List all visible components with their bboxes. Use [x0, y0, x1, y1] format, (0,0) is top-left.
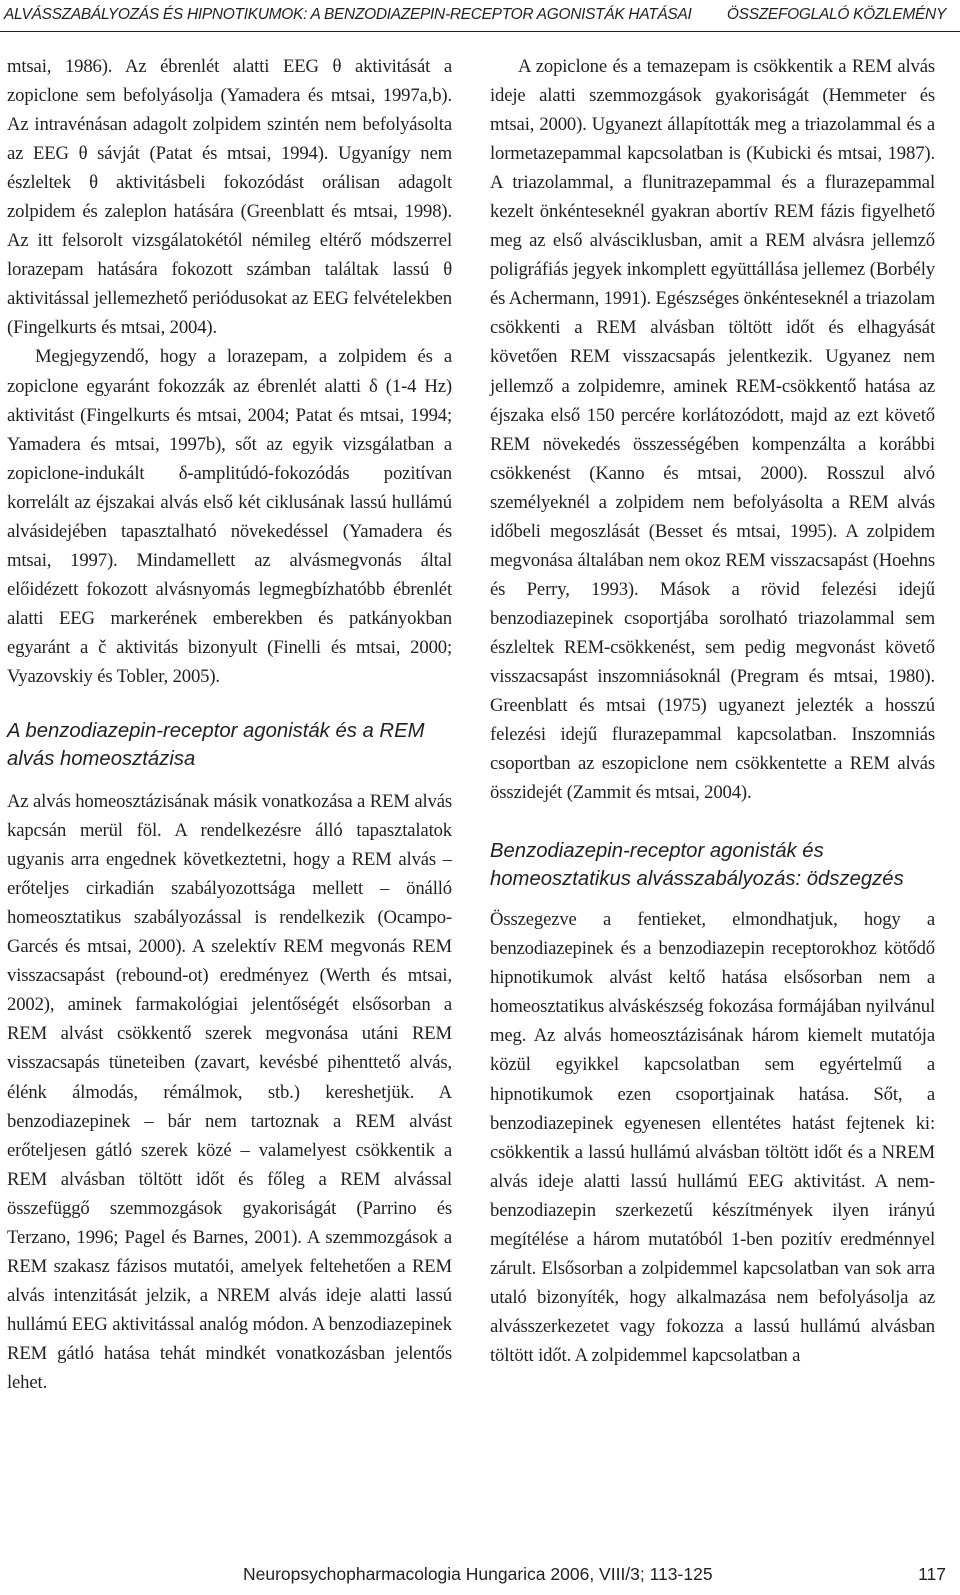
- left-paragraph-3: Az alvás homeosztázisának másik vonatkozása a REM alvás kapcsán merül föl. A rendelkezésre álló tapasztalatok ugyanis arra engednek következtetni, hogy a REM alvás – erőteljes cirkadián szabályozottsága mellett – önálló homeosztatikus szabályozással is rendelkezik (Ocampo-Garcés és mtsai, 2000). A szelektív REM megvonás REM visszacsapást (rebound-ot) eredményez (Werth és mtsai, 2002), aminek farmakológiai jelentőségét elsősorban a REM alvást csökkentő szerek megvonása utáni REM visszacsapás tüneteiben (zavart, kevésbé pihenttető alvás, élénk álmodás, rémálmok, stb.) kereshetjük. A benzodiazepinek – bár nem tartoznak a REM alvást erőteljesen gátló szerek közé – valamelyest csökkentik a REM alvásban töltött időt és főleg a REM alvással összefüggő szemmozgások gyakoriságát (Parrino és Terzano, 1996; Pagel és Barnes, 2001). A szemmozgások a REM szakasz fázisos mutatói, amelyek feltehetően a REM alvás intenzitását jelzik, a NREM alvás ideje alatti lassú hullámú EEG aktivitással analóg módon. A benzodiazepinek REM gátló hatása tehát mindkét vonatkozásban jelentős lehet.: [7, 791, 452, 1393]
- left-column: [7, 52, 452, 1397]
- left-paragraph-1: mtsai, 1986). Az ébrenlét alatti EEG θ aktivitását a zopiclone sem befolyásolja (Yamadera és mtsai, 1997a,b). Az intravénásan adagolt zolpidem szintén nem befolyásolta az EEG θ sávját (Patat és mtsai, 1994). Ugyanígy nem észleltek θ aktivitásbeli fokozódást orálisan adagolt zolpidem és zaleplon hatására (Greenblatt és mtsai, 1998). Az itt felsorolt vizsgálatokétól némileg eltérő módszerrel lorazepam hatására fokozott számban találtak lassú θ aktivitással jellemezhető periódusokat az EEG felvételekben (Fingelkurts és mtsai, 2004).: [7, 56, 452, 339]
- section-heading-summary: Benzodiazepin-receptor agonisták és homeosztatikus alvásszabályozás: ödszegzés: [490, 840, 904, 891]
- right-paragraph-2: Összegezve a fentieket, elmondhatjuk, hogy a benzodiazepinek és a benzodiazepin receptorokhoz kötődő hipnotikumok alvást keltő hatása elsősorban nem a homeosztatikus alváskészség fokozása formájában nyilvánul meg. Az alvás homeosztázisának három kiemelt mutatója közül egyikkel kapcsolatban sem egyértelmű a hipnotikumok ezen csoportjainak hatása. Sőt, a benzodiazepinek egyenesen ellentétes hatást fejtenek ki: csökkentik a lassú hullámú alvásban töltött időt és a NREM alvás ideje alatti lassú hullámú EEG aktivitást. A nem-benzodiazepin szerkezetű készítmények ilyen irányú megítélése a három mutatóból 1-ben pozitív eredménnyel zárult. Elsősorban a zolpidemmel kapcsolatban van sok arra utaló bizonyíték, hogy alkalmazása nem befolyásolja az alvásszerkezetet vagy fokozza a lassú hullámú alvásban töltött időt. A zolpidemmel kapcsolatban a: [490, 909, 935, 1366]
- header-rule: [0, 31, 960, 32]
- page-footer: [0, 1560, 960, 1590]
- right-paragraph-1: A zopiclone és a temazepam is csökkentik a REM alvás ideje alatti szemmozgások gyakoriságát (Hemmeter és mtsai, 2000). Ugyanezt állapították meg a triazolammal és a lormetazepammal kapcsolatban is (Kubicki és mtsai, 1987). A triazolammal, a flunitrazepammal és a flurazepammal kezelt önkénteseknél gyakran abortív REM fázis figyelhető meg az első alvásciklusban, amit a REM alvásra jellemző poligráfiás jegyek inkomplett együttállása jellemez (Borbély és Achermann, 1991). Egészséges önkénteseknél a triazolam csökkenti a REM alvásban töltött időt és elhagyását követően REM visszacsapás jelentkezik. Ugyanez nem jellemző a zolpidemre, aminek REM-csökkentő hatása az éjszaka első 150 percére korlátozódott, majd az ezt követő REM növekedés összességében kompenzálta a korábbi csökkenést (Kanno és mtsai, 2000). Rosszul alvó személyeknél a zolpidem nem befolyásolta a REM alvás időbeli megoszlását (Besset és mtsai, 1995). A zolpidem megvonása általában nem okoz REM visszacsapást (Hoehns és Perry, 1993). Mások a rövid felezési idejű benzodiazepinek csoportjába sorolható triazolammal sem észleltek REM-csökkenést, sem pedig megvonást követő visszacsapást inszomniásoknál (Pregram és mtsai, 1980). Greenblatt és mtsai (1975) ugyanezt jelezték a hosszú felezési idejű flurazepammal kapcsolatban. Inszomniás csoportban az eszopiclone nem csökkentette a REM alvás összidejét (Zammit és mtsai, 2004).: [490, 56, 935, 804]
- page-number: 117: [918, 1564, 946, 1584]
- left-paragraph-2: Megjegyzendő, hogy a lorazepam, a zolpidem és a zopiclone egyaránt fokozzák az ébrenlét alatti δ (1-4 Hz) aktivitást (Fingelkurts és mtsai, 2004; Patat és mtsai, 1994; Yamadera és mtsai, 1997b), sőt az egyik vizsgálatban a zopiclone-indukált δ-amplitúdó-fokozódás pozitívan korrelált az éjszakai alvás első két ciklusának lassú hullámú alvásidejében tapasztalható növekedéssel (Yamadera és mtsai, 1997). Mindamellett az alvásmegvonás által előidézett fokozott alvásnyomás legmegbízhatóbb ébrenlét alatti EEG markerének emberekben és patkányokban egyaránt a č aktivitás bizonyult (Finelli és mtsai, 2000; Vyazovskiy és Tobler, 2005).: [7, 346, 452, 687]
- section-heading-rem-homeostasis: A benzodiazepin-receptor agonisták és a REM alvás homeosztázisa: [7, 720, 425, 771]
- header-article-type: ÖSSZEFOGLALÓ KÖZLEMÉNY: [726, 6, 946, 23]
- journal-citation: Neuropsychopharmacologia Hungarica 2006, VIII/3; 113-125: [243, 1564, 713, 1584]
- running-header: [0, 0, 960, 40]
- right-column: [490, 52, 935, 1370]
- header-article-title: ALVÁSSZABÁLYOZÁS ÉS HIPNOTIKUMOK: A BENZODIAZEPIN-RECEPTOR AGONISTÁK HATÁSAI: [4, 6, 692, 23]
